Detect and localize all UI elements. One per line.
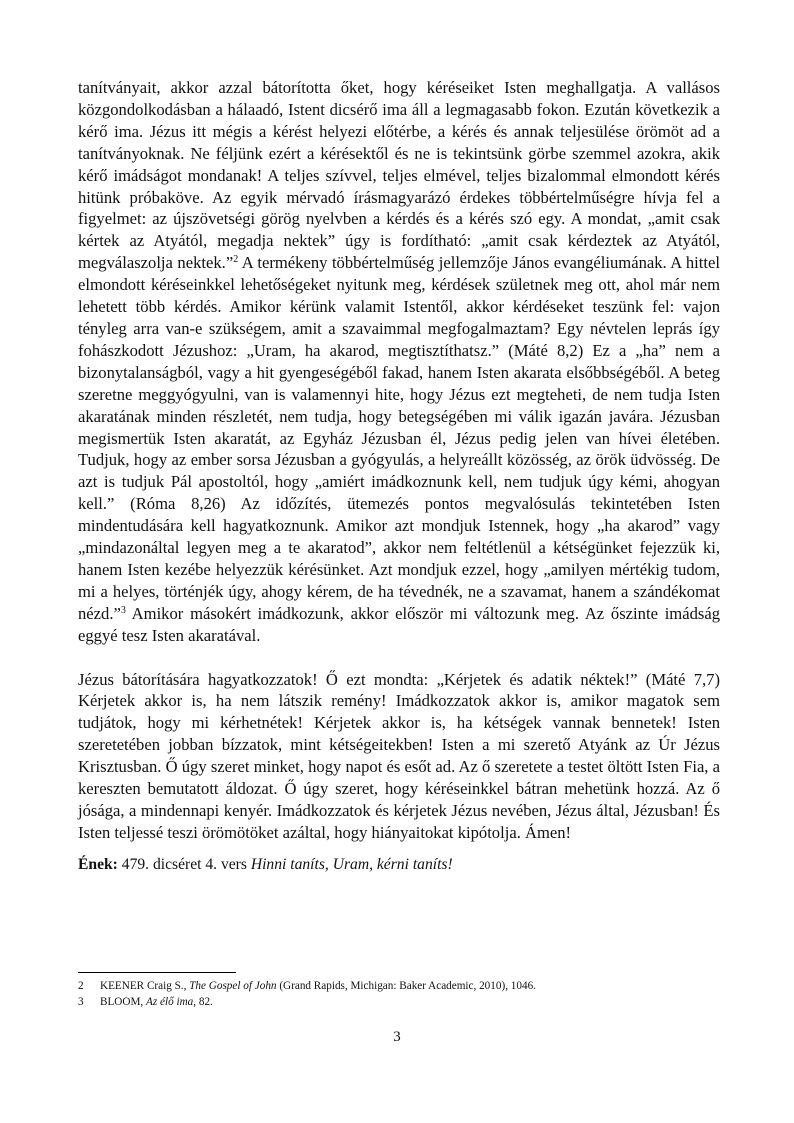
footnote-3 [78, 995, 718, 1011]
book-title: Az élő ima [146, 995, 194, 1008]
citation-rest: , 82. [193, 995, 213, 1008]
paragraph-text: Amikor másokért imádkozunk, akkor először mi változunk meg. Az őszinte imádság eggyé tesz Isten akaratával. [78, 603, 720, 645]
footnotes [78, 979, 718, 1010]
page-body [78, 77, 720, 875]
hymn-title: Hinni taníts, Uram, kérni taníts! [250, 855, 453, 873]
hymn-text: 479. dicséret 4. vers [117, 855, 251, 873]
footnote-text [100, 979, 536, 995]
footnote-ref-3[interactable]: 3 [120, 604, 126, 616]
footnote-ref-2[interactable]: 2 [233, 254, 239, 266]
separator: , [140, 995, 147, 1008]
hymn-label: Ének: [78, 855, 118, 873]
footnote-2 [78, 979, 718, 995]
author-initial: B [100, 995, 108, 1008]
footnote-number: 2 [78, 980, 84, 992]
paragraph-text: tanítványait, akkor azzal bátorította őket, hogy kéréseiket Isten meghallgatja. A vallásos közgondolkodásban a hálaadó, Istent dicsérő ima áll a legmagasabb fokon. Ezután következik a kérő ima. Jézus itt mégis a kérést helyezi előtérbe, a kérés és annak teljesülése örömöt ad a tanítványoknak. Ne féljünk ezért a kérésektől és ne is tekintsünk görbe szemmel azokra, akik kérő imádságot mondanak! A teljes szívvel, teljes elmével, teljes bizalommal elmondott kérés hitünk próbaköve. Az egyik mérvadó írásmagyarázó érdekes többértelműségre hívja fel a figyelmet: az újszövetségi görög nyelvben a kérdés és a kérés szó egy. A mondat, „amit csak kértek az Atyától, megadja nektek” úgy is fordítható: „amit csak kérdeztek az Atyától, megválaszolja nektek.” [78, 78, 720, 273]
author-initial: K [100, 980, 109, 992]
footnote-number: 3 [78, 995, 84, 1008]
footnote-text [100, 995, 213, 1011]
citation-rest: (Grand Rapids, Michigan: Baker Academic, 2010), 1046. [276, 980, 536, 992]
author-first: Craig S., [144, 980, 190, 992]
body-paragraph-1 [78, 77, 720, 647]
page-number: 3 [393, 1029, 401, 1045]
footnote-separator [78, 972, 236, 973]
paragraph-text: A termékeny többértelműség jellemzője János evangéliumának. A hittel elmondott kéréseinkkel lehetőségeket nyitunk meg, kérdések születnek meg ott, ahol már nem lehetett több kérdés. Amikor kérünk valamit Istentől, akkor kérdéseket teszünk fel: vajon tényleg arra van-e szükségem, amit a szavaimmal megfogalmaztam? Egy névtelen leprás így fohászkodott Jézushoz: „Uram, ha akarod, megtisztíthatsz.” (Máté 8,2) Ez a „ha” nem a bizonytalanságból, vagy a hit gyengeségéből fakad, hanem Isten akarata elsőbbségéből. A beteg szeretne meggyógyulni, van is valamennyi hite, hogy Jézus ezt megteheti, de nem tudja Isten akaratának minden részletét, nem tudja, hogy betegségében mi válik igazán javára. Jézusban megismertük Isten akaratát, az Egyház Jézusban él, Jézus pedig jelen van hívei életében. Tudjuk, hogy az ember sorsa Jézusban a gyógyulás, a helyreállt közösség, az örök üdvösség. De azt is tudjuk Pál apostoltól, hogy „amiért imádkoznunk kell, nem tudjuk úgy kémi, ahogyan kell.” (Róma 8,26) Az időzítés, ütemezés pontos megvalósulás tekintetében Isten mindentudására kell hagyatkoznunk. Amikor azt mondjuk Istennek, hogy „ha akarod” vagy „mindazonáltal legyen meg a te akaratod”, akkor nem feltétlenül a kétségünket fejezzük ki, hanem Isten kezébe helyezzük kérésünket. Azt mondjuk ezzel, hogy „amilyen mértékig tudom, mi a helyes, történjék úgy, ahogy kérem, de ha tévednék, ne a szavamat, hanem a szándékomat nézd.” [78, 253, 720, 623]
author-surname: LOOM [107, 995, 141, 1008]
body-paragraph-2: Jézus bátorítására hagyatkozzatok! Ő ezt mondta: „Kérjetek és adatik néktek!” (Máté 7,7) Kérjetek akkor is, ha nem látszik remény! Imádkozzatok akkor is, amikor magatok sem tudjátok, hogy mi kérhetnétek! Kérjetek akkor is, ha kétségek vannak bennetek! Isten szeretetében jobban bízzatok, mint kétségeitekben! Isten a mi szerető Atyánk az Úr Jézus Krisztusban. Ő úgy szeret minket, hogy napot és esőt ad. Az ő szeretete a testet öltött Isten Fia, a kereszten bemutatott áldozat. Ő úgy szeret, hogy kéréseinkkel bátran mehetünk hozzá. Az ő jósága, a mindennapi kenyér. Imádkozzatok és kérjetek Jézus nevében, Jézus által, Jézusban! És Isten teljessé teszi örömötöket azáltal, hogy hiányaitokat kipótolja. Ámen! [78, 669, 720, 842]
hymn-line [78, 855, 720, 875]
book-title: The Gospel of John [189, 980, 277, 992]
author-surname: EENER [108, 980, 145, 992]
